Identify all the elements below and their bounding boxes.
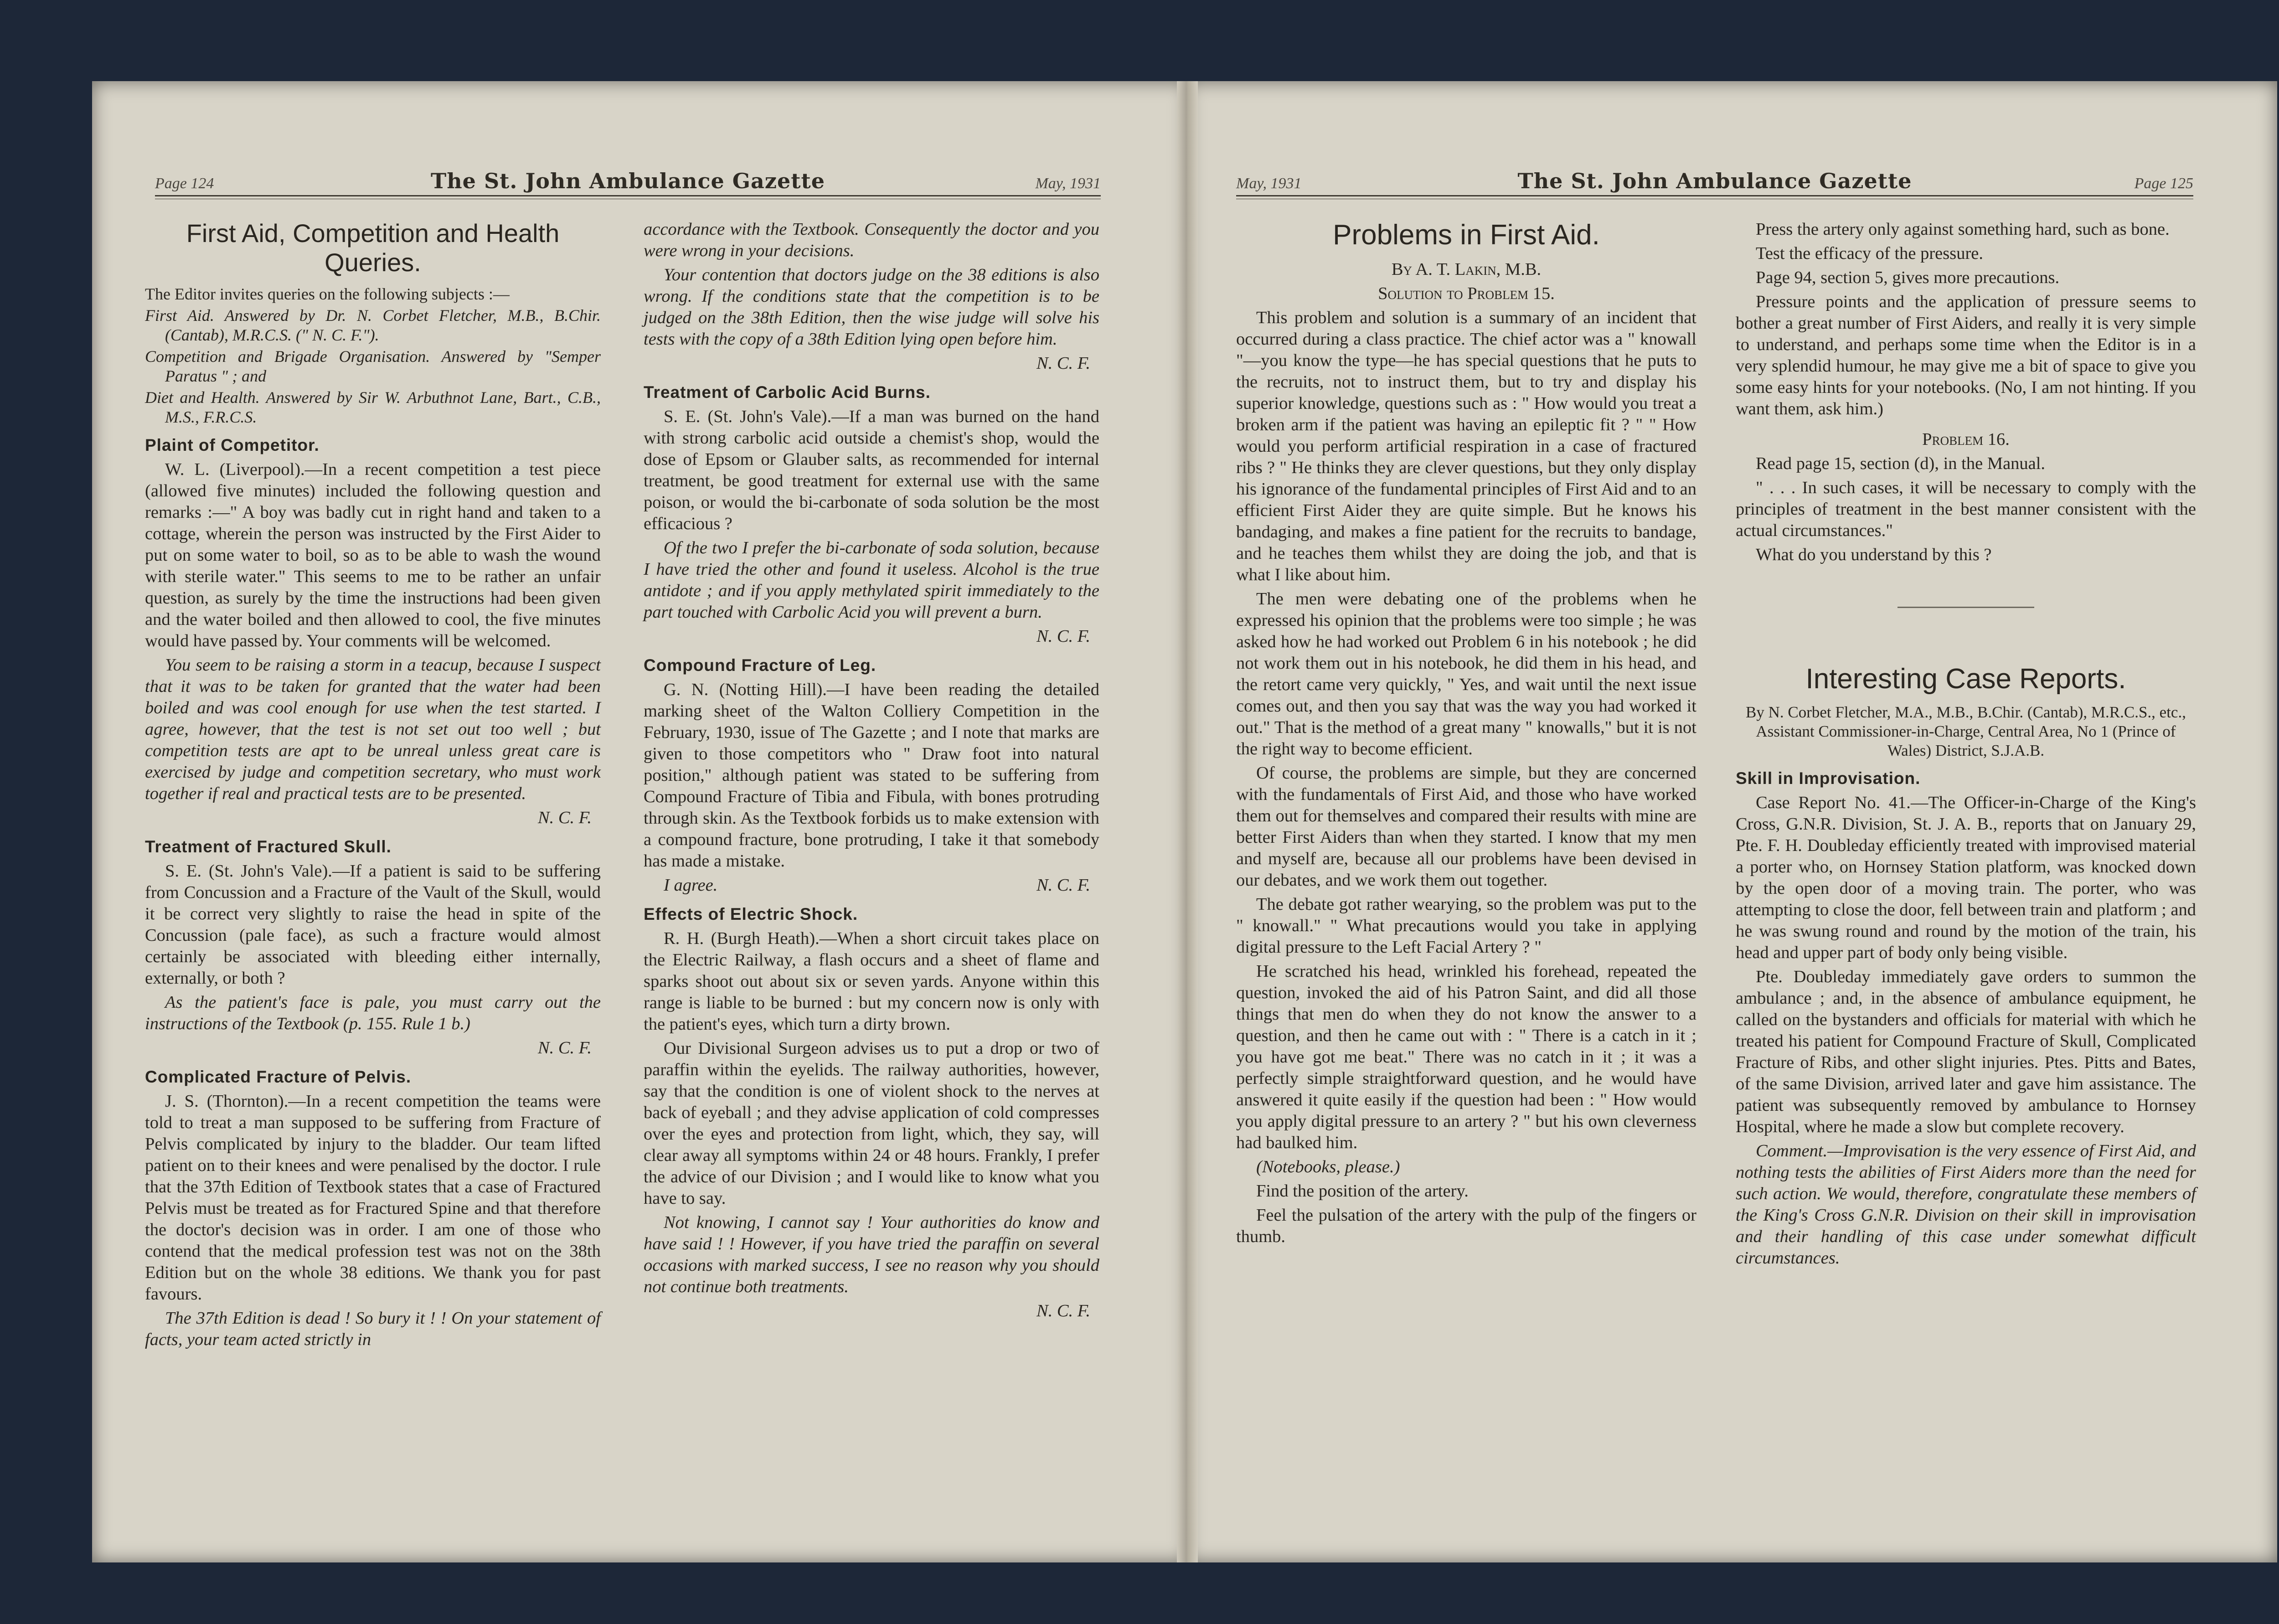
section-divider bbox=[1897, 607, 2034, 608]
answer-text: accordance with the Textbook. Consequently the doctor and you were wrong in your decisions. bbox=[644, 220, 1099, 260]
article-heading: Problems in First Aid. bbox=[1333, 219, 1600, 251]
quote-paragraph: " . . . In such cases, it will be necessary to comply with the principles of treatment in the best manner consistent with the actual circumstances." bbox=[1736, 478, 2196, 540]
query-text: G. N. (Notting Hill).—I have been reading the detailed marking sheet of the Walton Colliery Competition in the February, 1930, issue of The Gazette ; and I note that marks are given to those competitors who " Draw foot into natural position," although patient was stated to be suffering from Compound Fracture of Tibia and Fibula, with bones protruding through skin. As the Textbook forbids us to make extension with a compound fracture, bone protruding, I take it that somebody has made a mistake. bbox=[644, 680, 1099, 871]
body-paragraph: The men were debating one of the problems when he expressed his opinion that the problems were too simple ; he was asked how he had worked out Problem 6 in his notebook ; he did not work them out in his notebook, he did them in his head, and the retort came very quickly, " Yes, and wait until the next issue comes out, and then you say that was the way you had worked it out." That is the method of a great many " knowalls," but it is not the right way to become efficient. bbox=[1236, 589, 1696, 758]
query-text: R. H. (Burgh Heath).—When a short circuit takes place on the Electric Railway, a flash occurs and a sheet of flame and sparks shoot out about six or seven yards. Anyone within this range is liable to be burned : but my concern now is only with the patient's eyes, which turn a dirty brown. bbox=[644, 929, 1099, 1034]
answer-text: Your contention that doctors judge on the 38 editions is also wrong. If the conditions state that the competition is to be judged on the 38th Edition, then the wise judge will solve his tests with the copy of a 38th Edition lying open before him. bbox=[644, 265, 1099, 349]
comment-paragraph: Comment.—Improvisation is the very essence of First Aid, and nothing tests the abilities of First Aiders more than the need for such action. We would, therefore, congratulate these members of the King's Cross G.N.R. Division on their skill in improvisation and their handling of this case under somewhat difficult circumstances. bbox=[1736, 1141, 2196, 1268]
body-paragraph: Page 94, section 5, gives more precautions. bbox=[1756, 268, 2060, 287]
answer-text: I agree. bbox=[664, 876, 718, 895]
query-text: S. E. (St. John's Vale).—If a man was burned on the hand with strong carbolic acid outside a chemist's shop, would the dose of Epsom or Glauber salts, as recommended for internal treatment, be good treatment for external use with the same poison, or would the bi-carbonate of soda solution be the most efficacious ? bbox=[644, 407, 1099, 533]
issue-date: May, 1931 bbox=[1236, 175, 1302, 192]
intro-text: The Editor invites queries on the following subjects :— bbox=[145, 285, 510, 303]
article-heading: First Aid, Competition and Health Queries. bbox=[186, 219, 560, 277]
byline: By A. T. Lakin, M.B. bbox=[1391, 260, 1542, 279]
answer-signature: N. C. F. bbox=[1036, 1301, 1090, 1320]
body-paragraph: He scratched his head, wrinkled his forehead, repeated the question, invoked the aid of his Patron Saint, and did all those things that men do when they do not know the answer to a question, and then he came out with : " There is a catch in it ; you have got me beat." There was no catch in it ; it was a perfectly simple straightforward question, and he would have answered it quite easily if the question had been : " How would you apply digital pressure to an artery ? " but his own cleverness had baulked him. bbox=[1236, 962, 1696, 1152]
subject-diet: Diet and Health. Answered by Sir W. Arbuthnot Lane, Bart., C.B., M.S., F.R.C.S. bbox=[145, 388, 601, 426]
body-paragraph: Case Report No. 41.—The Officer-in-Charge of the King's Cross, G.N.R. Division, St. J. A. B., reports that on January 29, Pte. F. H. Doubleday efficiently treated with improvised material a porter who, on Hornsey Station platform, was knocked down by the open door of a moving train. The porter, who was attempting to close the door, fell between train and platform ; and he was swung round and round by the motion of the train, his head and upper part of body only being visible. bbox=[1736, 793, 2196, 962]
answer-text: Not knowing, I cannot say ! Your authorities do know and have said ! ! However, if you have tried the paraffin on several occasions with marked success, I see no reason why you should not continue both treatments. bbox=[644, 1213, 1099, 1296]
body-paragraph: Read page 15, section (d), in the Manual. bbox=[1756, 454, 2046, 473]
section-heading: Effects of Electric Shock. bbox=[644, 905, 858, 923]
section-heading: Compound Fracture of Leg. bbox=[644, 656, 877, 675]
body-paragraph: Test the efficacy of the pressure. bbox=[1756, 244, 1984, 263]
solution-label: Solution to Problem 15. bbox=[1378, 284, 1555, 303]
query-text: S. E. (St. John's Vale).—If a patient is said to be suffering from Concussion and a Fracture of the Vault of the Skull, would it be correct very slightly to raise the head in spite of the Concussion (pale face), as such a fracture would almost certainly be associated with bleeding either internally, externally, or both ? bbox=[145, 861, 601, 988]
body-paragraph: Pte. Doubleday immediately gave orders to summon the ambulance ; and, in the absence of ambulance equipment, he called on the bystanders and officials for material with which he treated his patient for Compound Fracture of Skull, Complicated Fracture of Ribs, and other slight injuries. Ptes. Pitts and Bates, of the same Division, arrived later and gave him assistance. The patient was subsequently removed by ambulance to Hornsey Hospital, where he made a slow but complete recovery. bbox=[1736, 967, 2196, 1136]
body-paragraph: Press the artery only against something hard, such as bone. bbox=[1756, 220, 2170, 239]
gazette-title: The St. John Ambulance Gazette bbox=[1517, 169, 1912, 193]
section-heading: Skill in Improvisation. bbox=[1736, 769, 1921, 788]
right-column-1 bbox=[1236, 219, 1696, 1250]
answer-signature: N. C. F. bbox=[1036, 876, 1090, 895]
page-number: Page 124 bbox=[155, 175, 214, 192]
answer-signature: N. C. F. bbox=[1036, 354, 1090, 373]
answer-signature: N. C. F. bbox=[537, 1038, 592, 1057]
answer-text: Of the two I prefer the bi-carbonate of soda solution, because I have tried the other and found it useless. Alcohol is the true antidote ; and if you apply methylated spirit immediately to the part touched with Carbolic Acid you will prevent a burn. bbox=[644, 538, 1099, 622]
section-heading: Plaint of Competitor. bbox=[145, 436, 320, 454]
notebooks-note: (Notebooks, please.) bbox=[1256, 1157, 1400, 1176]
subject-competition: Competition and Brigade Organisation. Answered by "Semper Paratus " ; and bbox=[145, 347, 601, 385]
left-column-2 bbox=[644, 219, 1099, 1325]
body-paragraph: Of course, the problems are simple, but they are concerned with the fundamentals of First Aid, and those who have worked them out for themselves and compared their results with mine are better First Aiders than when they started. I know that my men and myself are, because all our problems have been devised in our debates, and we work them out together. bbox=[1236, 763, 1696, 890]
query-text: W. L. (Liverpool).—In a recent competition a test piece (allowed five minutes) included the following question and remarks :—" A boy was badly cut in right hand and taken to a cottage, wherein the person was instructed by the First Aider to put on some water to boil, so as to be able to wash the wound with sterile water." This seems to me to be rather an unfair question, as surely by the time the instructions had been given and the water boiled and then allowed to cool, the five minutes would have passed by. Your comments will be welcomed. bbox=[145, 460, 601, 650]
byline: By N. Corbet Fletcher, M.A., M.B., B.Chir. (Cantab), M.R.C.S., etc., Assistant Commissioner-in-Charge, Central Area, No 1 (Prince of Wales) District, S.J.A.B. bbox=[1746, 703, 2186, 759]
body-paragraph: The debate got rather wearying, so the problem was put to the " knowall." " What precautions would you take in applying digital pressure to the Left Facial Artery ? " bbox=[1236, 895, 1696, 957]
issue-date: May, 1931 bbox=[1035, 175, 1101, 192]
section-heading: Complicated Fracture of Pelvis. bbox=[145, 1067, 412, 1086]
right-column-2 bbox=[1736, 219, 2196, 1272]
answer-text: The 37th Edition is dead ! So bury it ! ! On your statement of facts, your team acted strictly in bbox=[145, 1309, 601, 1349]
answer-text: As the patient's face is pale, you must carry out the instructions of the Textbook (p. 155. Rule 1 b.) bbox=[145, 993, 601, 1033]
query-text: Our Divisional Surgeon advises us to put a drop or two of paraffin within the eyelids. The railway authorities, however, say that the condition is one of violent shock to the nerves at back of eyeball ; and they advise application of cold compresses over the eyes and protection from light, which, they say, will clear away all symptoms within 24 or 48 hours. Frankly, I prefer the advice of our Division ; and I would like to know what you have to say. bbox=[644, 1039, 1099, 1208]
problem-label: Problem 16. bbox=[1922, 430, 2010, 449]
answer-signature: N. C. F. bbox=[537, 808, 592, 827]
body-paragraph: Feel the pulsation of the artery with the pulp of the fingers or thumb. bbox=[1236, 1206, 1696, 1246]
section-heading: Treatment of Carbolic Acid Burns. bbox=[644, 383, 931, 402]
body-paragraph: This problem and solution is a summary of an incident that occurred during a class practice. The chief actor was a " knowall "—you know the type—he has special questions that he puts to the recruits, not to instruct them, but to try and display his superior knowledge, questions such as : " How would you treat a broken arm if the patient was having an epileptic fit ? " " How would you perform artificial respiration in a case of fractured ribs ? " He thinks they are clever questions, but they only display his ignorance of the fundamental principles of First Aid and to an efficient First Aider they are quite simple. But he knows his bandaging, and makes a fine patient for the recruits to bandage, and he teaches them whilst they are doing the job, and that is what I like about him. bbox=[1236, 308, 1696, 584]
article-heading: Interesting Case Reports. bbox=[1805, 663, 2126, 695]
answer-text: You seem to be raising a storm in a teacup, because I suspect that it was to be taken for granted that the water had been boiled and was cool enough for use when the test started. I agree, however, that the test is not set out too well ; but competition tests are apt to be unreal unless great care is exercised by judge and competition secretary, who must work together if real and practical tests are to be presented. bbox=[145, 655, 601, 803]
answer-signature: N. C. F. bbox=[1036, 627, 1090, 646]
left-column-1 bbox=[145, 219, 601, 1353]
book-gutter bbox=[1177, 81, 1198, 1562]
right-page-header bbox=[1236, 169, 2193, 196]
page-number: Page 125 bbox=[2134, 175, 2193, 192]
left-page-header bbox=[155, 169, 1101, 196]
query-text: J. S. (Thornton).—In a recent competition the teams were told to treat a man supposed to be suffering from Fracture of Pelvis complicated by injury to the bladder. Our team lifted patient on to their knees and were penalised by the doctor. I rule that the 37th Edition of Textbook states that a case of Fractured Pelvis must be treated as for Fractured Spine and that therefore the doctor's decision was in order. I am one of those who contend that the medical profession test was not on the 38th Edition but on the whole 38 editions. We thank you for past favours. bbox=[145, 1092, 601, 1304]
subject-first-aid: First Aid. Answered by Dr. N. Corbet Fletcher, M.B., B.Chir. (Cantab), M.R.C.S. (" N. C. F."). bbox=[145, 306, 601, 344]
body-paragraph: What do you understand by this ? bbox=[1756, 545, 1992, 564]
section-heading: Treatment of Fractured Skull. bbox=[145, 837, 392, 856]
body-paragraph: Pressure points and the application of pressure seems to bother a great number of First Aiders, and really it is very simple to understand, and perhaps some time when the Editor is in a very splendid humour, he may give me a bit of space to give you some easy hints for your notebooks. (No, I am not hinting. If you want them, ask him.) bbox=[1736, 292, 2196, 418]
gazette-title: The St. John Ambulance Gazette bbox=[430, 169, 825, 193]
body-paragraph: Find the position of the artery. bbox=[1256, 1181, 1469, 1201]
